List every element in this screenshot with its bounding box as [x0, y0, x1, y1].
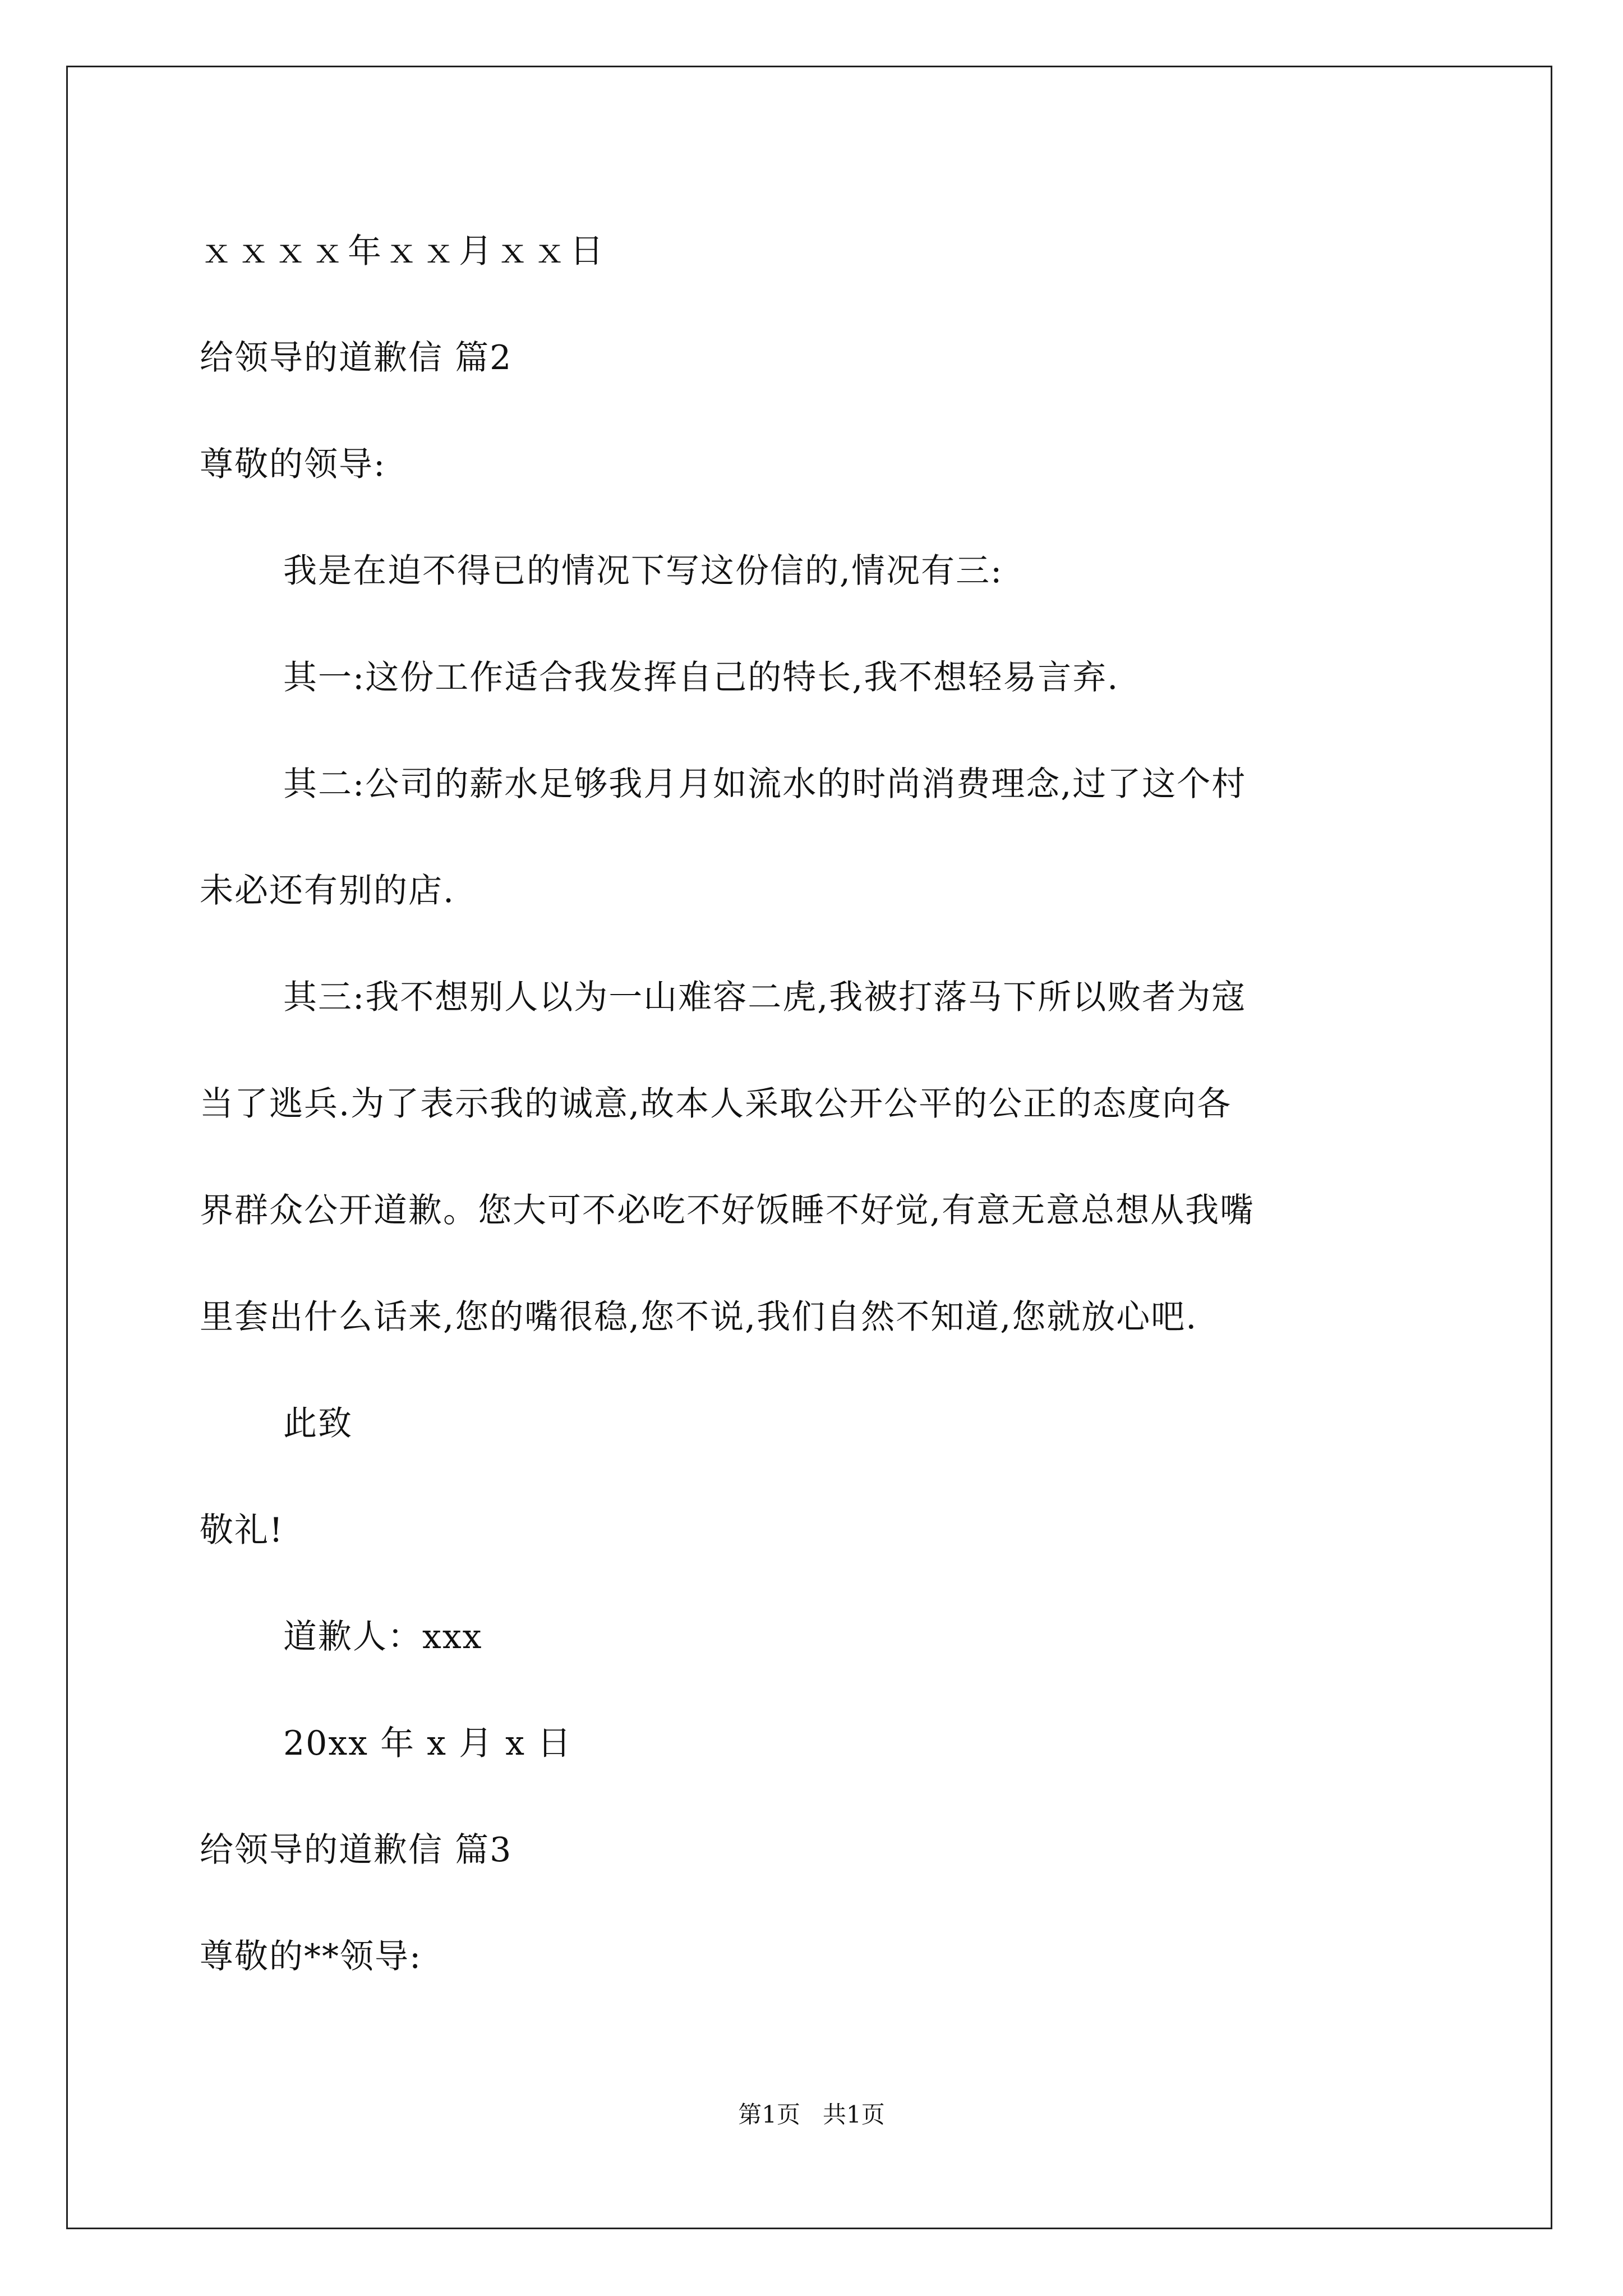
section-heading-2: 给领导的道歉信 篇2: [200, 338, 513, 378]
closing-salute: 敬礼!: [200, 1511, 284, 1550]
salutation: 尊敬的**领导:: [200, 1937, 422, 1976]
paragraph-line: 其二:公司的薪水足够我月月如流水的时尚消费理念,过了这个村: [283, 765, 1247, 804]
salutation: 尊敬的领导:: [200, 445, 386, 484]
paragraph-line: 里套出什么话来,您的嘴很稳,您不说,我们自然不知道,您就放心吧.: [200, 1297, 1198, 1337]
paragraph-line: 当了逃兵.为了表示我的诚意,故本人采取公开公平的公正的态度向各: [200, 1084, 1232, 1124]
signature-date: 20xx 年 x 月 x 日: [283, 1724, 573, 1763]
paragraph-line: 其三:我不想别人以为一山难容二虎,我被打落马下所以败者为寇: [283, 978, 1247, 1017]
paragraph-line: 界群众公开道歉。您大可不必吃不好饭睡不好觉,有意无意总想从我嘴: [200, 1191, 1255, 1230]
paragraph-line: 其一:这份工作适合我发挥自己的特长,我不想轻易言弃.: [283, 658, 1119, 697]
page-number: 第1页 共1页: [738, 2101, 885, 2128]
paragraph-line: 我是在迫不得已的情况下写这份信的,情况有三:: [283, 551, 1003, 591]
page-border: [66, 66, 1552, 2229]
date-line: ｘｘｘｘ年ｘｘ月ｘｘ日: [200, 232, 607, 271]
signature-line: 道歉人：xxx: [283, 1617, 483, 1657]
paragraph-line: 未必还有别的店.: [200, 871, 455, 910]
closing-line: 此致: [283, 1404, 353, 1443]
section-heading-3: 给领导的道歉信 篇3: [200, 1830, 513, 1870]
